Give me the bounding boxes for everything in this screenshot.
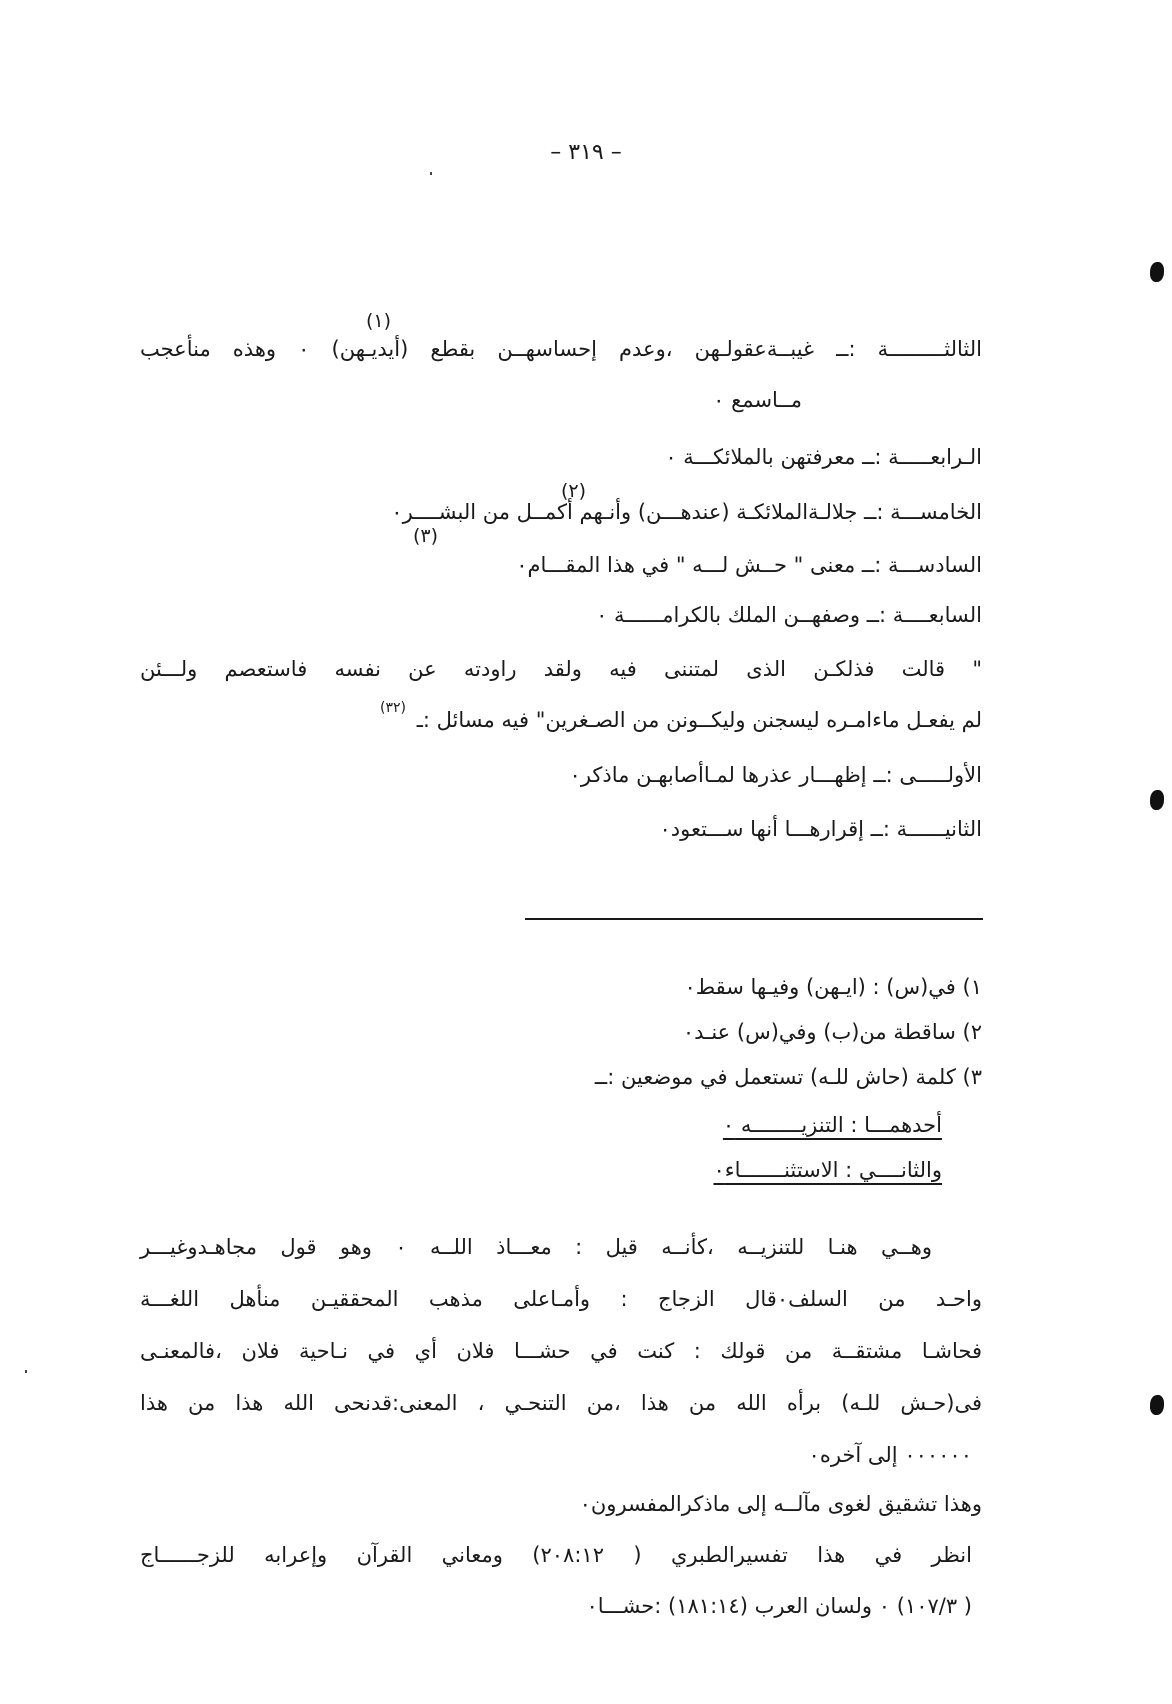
- footnote-3-text-1: وهــي هنـا للتنزيــه ،كأنــه قيل : معـــاذ اللــه ٠ وهو قول مجاهـدوغيـــر: [140, 1235, 932, 1259]
- footnote-3-text-5: ٠٠٠٠٠٠ إلى آخره٠: [808, 1443, 972, 1467]
- footnote-3-text-6: وهذا تشقيق لغوى مآلــه إلى ماذكرالمفسرون٠: [579, 1492, 982, 1516]
- footnote-marker-1: (١): [366, 310, 392, 332]
- footnote-3-sense-1: أحدهمـــا : التنزيــــــــه ٠: [722, 1113, 942, 1137]
- body-line-4: الخامســـة :ــ جلالـةالملائكـة (عندهـــن) وأنـهم أكمــل من البشــــر٠: [391, 500, 982, 524]
- body-line-1: الثالثـــــــــة :ــ غيبــةعقولـهن ،وعدم إحساسهــن بقطع (أيديـهن) ٠ وهذه منأعجب: [140, 337, 982, 361]
- footnote-separator: [525, 918, 983, 920]
- scan-mark: [1150, 1395, 1164, 1415]
- footnote-marker-3: (٣): [413, 525, 439, 547]
- footnote-3-text-7: انظر في هذا تفسيرالطبري ( ٢٠٨:١٢) ومعاني القرآن وإعرابه للزجــــــاج: [140, 1543, 972, 1567]
- body-line-3: الـرابعـــــة :ــ معرفتهن بالملائكـــة ٠: [665, 445, 982, 469]
- footnote-3: ٣) كلمة (حاش للـه) تستعمل في موضعين :ــ: [594, 1065, 982, 1089]
- footnote-2: ٢) ساقطة من(ب) وفي(س) عنـد٠: [682, 1020, 982, 1044]
- scan-mark: [1150, 262, 1164, 282]
- footnote-3-text-8: ( ١٠٧/٣) ٠ ولسان العرب (١٨١:١٤) :حشـــا٠: [586, 1594, 972, 1618]
- footnote-3-text-3: فحاشـا مشتقــة من قولك : كنت في حشـــا فلان أي في نـاحية فلان ،فالمعنـى: [140, 1339, 982, 1363]
- scan-speck: [430, 172, 432, 175]
- scan-speck: [25, 1370, 27, 1373]
- footnote-1: ١) في(س) : (ايـهن) وفيـها سقط٠: [684, 975, 982, 999]
- footnote-3-text-4: فى(حـش للـه) برأه الله من هذا ،من التنحـي ، المعنى:قدنحى الله هذا من هذا: [140, 1391, 982, 1415]
- body-line-9: الأولـــــى :ــ إظهـــار عذرها لمـاأصابهـن ماذكر٠: [569, 763, 982, 787]
- footnote-marker-2: (٢): [561, 480, 587, 502]
- verse-number-marker: (٣٢): [380, 700, 406, 716]
- scan-mark: [1150, 790, 1164, 810]
- body-line-7: " قالت فذلكـن الذى لمتننى فيه ولقد راودته عن نفسه فاستعصم ولـــئن: [140, 657, 982, 681]
- body-line-8: لم يفعـل ماءامـره ليسجنن وليكــونن من الصـغرين" فيه مسائل :ـ: [416, 708, 982, 732]
- body-line-10: الثانيــــــة :ــ إقرارهـــا أنها ســـتعود٠: [659, 817, 982, 841]
- footnote-3-text-2: واحـد من السلف٠قال الزجاج : وأمـاعلى مذهب المحققيـن منأهل اللغـــة: [140, 1287, 983, 1311]
- footnote-3-sense-2: والثانــــي : الاستثنـــــــاء٠: [713, 1158, 942, 1182]
- body-line-2: مــاسمع ٠: [713, 388, 802, 412]
- page-number: – ٣١٩ –: [550, 140, 622, 165]
- body-line-6: السابعــــة :ــ وصفهــن الملك بالكرامــــــة ٠: [596, 603, 982, 627]
- body-line-5: السادســـة :ــ معنى " حــش لـــه " في هذا المقـــام٠: [516, 553, 982, 577]
